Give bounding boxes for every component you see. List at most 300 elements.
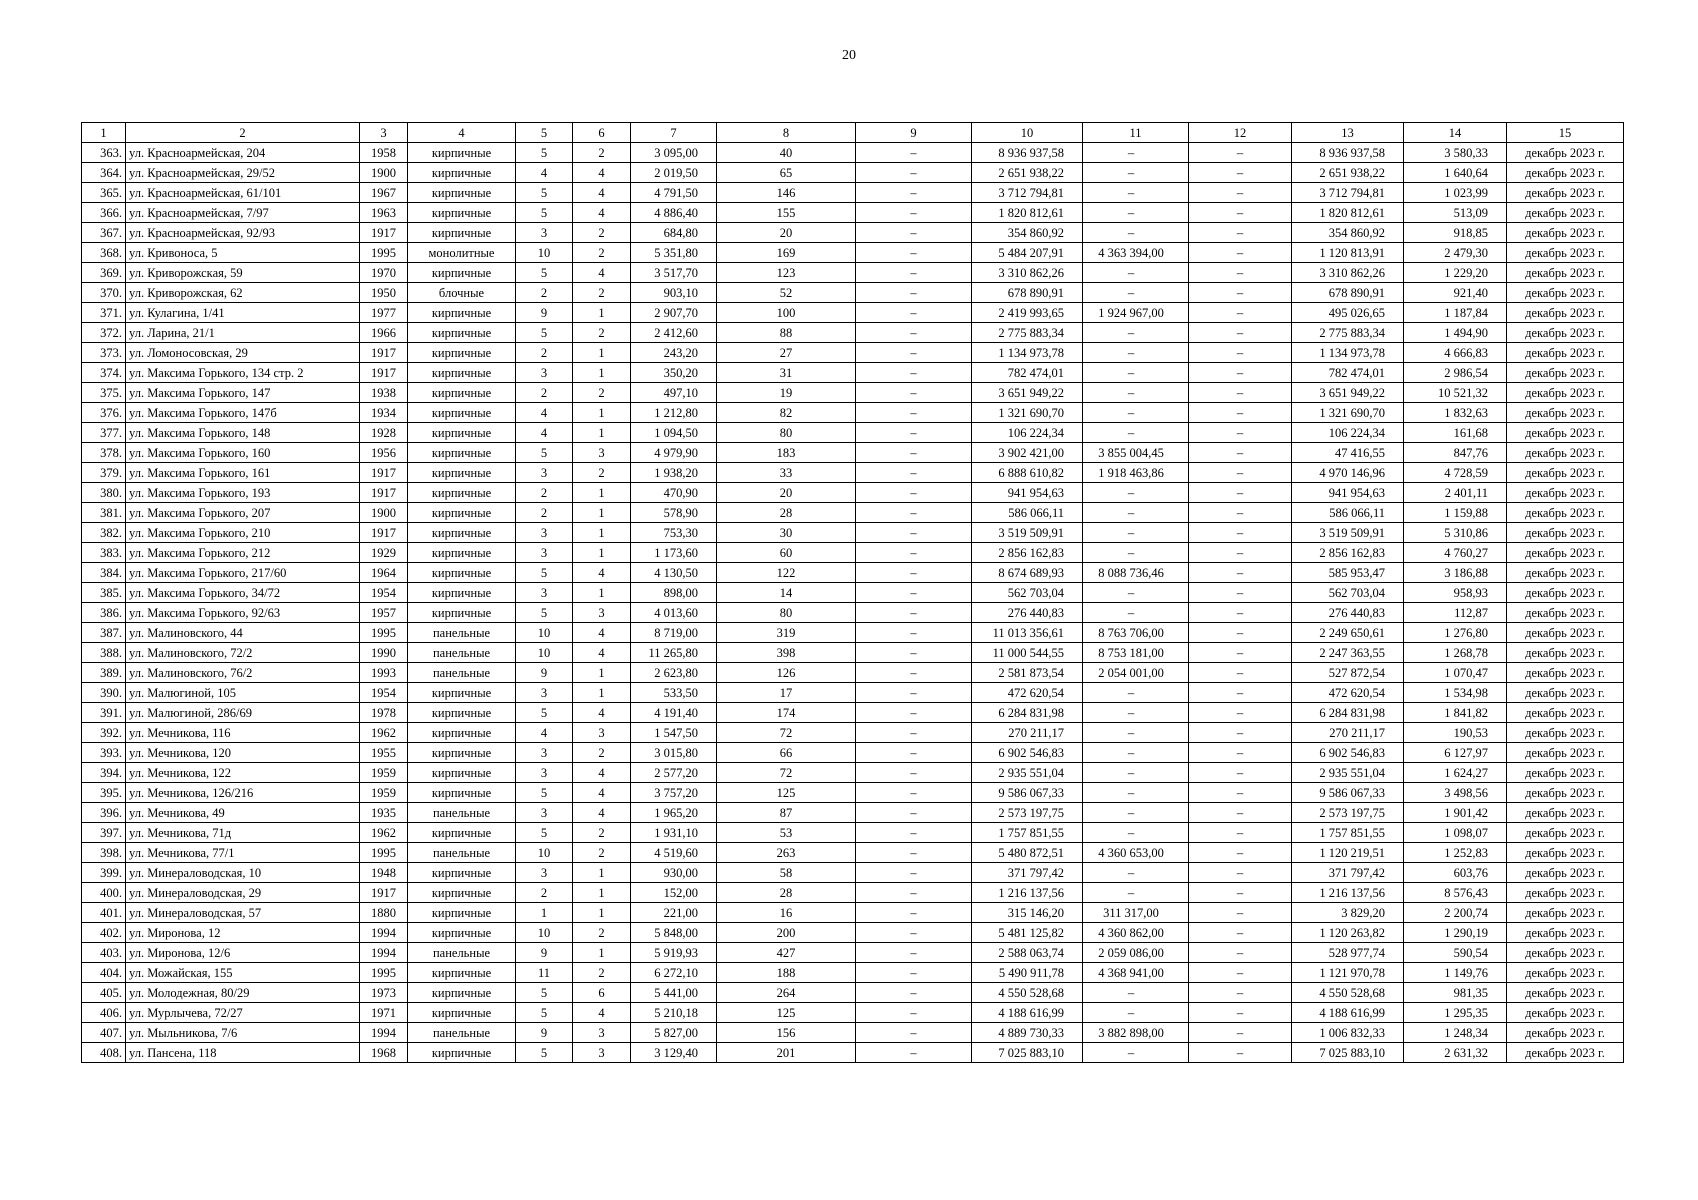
cell-col-12: – xyxy=(1189,303,1292,323)
cell-address: ул. Минераловодская, 29 xyxy=(126,883,360,903)
cell-address: ул. Ларина, 21/1 xyxy=(126,323,360,343)
cell-col-9: – xyxy=(856,443,972,463)
cell-col-9: – xyxy=(856,723,972,743)
cell-row-number: 389. xyxy=(82,663,126,683)
cell-deadline: декабрь 2023 г. xyxy=(1507,643,1624,663)
cell-col-12: – xyxy=(1189,503,1292,523)
cell-residents: 80 xyxy=(717,423,856,443)
cell-residents: 14 xyxy=(717,583,856,603)
cell-address: ул. Красноармейская, 61/101 xyxy=(126,183,360,203)
cell-area: 1 212,80 xyxy=(631,403,717,423)
cell-cost-total: 678 890,91 xyxy=(972,283,1083,303)
cell-year-built: 1958 xyxy=(360,143,408,163)
table-row xyxy=(82,363,1624,383)
cell-deadline: декабрь 2023 г. xyxy=(1507,323,1624,343)
cell-floors: 2 xyxy=(516,503,573,523)
cell-wall-material: кирпичные xyxy=(408,763,516,783)
cell-wall-material: блочные xyxy=(408,283,516,303)
cell-residents: 27 xyxy=(717,343,856,363)
cell-row-number: 384. xyxy=(82,563,126,583)
table-row xyxy=(82,403,1624,423)
cell-address: ул. Максима Горького, 210 xyxy=(126,523,360,543)
cell-area: 2 907,70 xyxy=(631,303,717,323)
cell-cost-per-unit: 1 248,34 xyxy=(1404,1023,1507,1043)
cell-entrances: 1 xyxy=(573,863,631,883)
cell-entrances: 4 xyxy=(573,783,631,803)
cell-year-built: 1994 xyxy=(360,923,408,943)
table-row xyxy=(82,763,1624,783)
cell-cost-remaining: 2 247 363,55 xyxy=(1292,643,1404,663)
cell-col-9: – xyxy=(856,623,972,643)
cell-floors: 9 xyxy=(516,303,573,323)
cell-wall-material: кирпичные xyxy=(408,423,516,443)
cell-col-11: – xyxy=(1083,343,1189,363)
cell-row-number: 387. xyxy=(82,623,126,643)
cell-cost-per-unit: 4 666,83 xyxy=(1404,343,1507,363)
cell-entrances: 2 xyxy=(573,743,631,763)
cell-row-number: 368. xyxy=(82,243,126,263)
cell-deadline: декабрь 2023 г. xyxy=(1507,863,1624,883)
cell-col-9: – xyxy=(856,783,972,803)
cell-deadline: декабрь 2023 г. xyxy=(1507,423,1624,443)
cell-col-11: 8 763 706,00 xyxy=(1083,623,1189,643)
cell-address: ул. Максима Горького, 134 стр. 2 xyxy=(126,363,360,383)
cell-area: 2 623,80 xyxy=(631,663,717,683)
table-row xyxy=(82,163,1624,183)
cell-cost-per-unit: 1 276,80 xyxy=(1404,623,1507,643)
cell-residents: 66 xyxy=(717,743,856,763)
cell-cost-total: 315 146,20 xyxy=(972,903,1083,923)
table-row xyxy=(82,303,1624,323)
cell-row-number: 404. xyxy=(82,963,126,983)
cell-area: 4 519,60 xyxy=(631,843,717,863)
cell-residents: 20 xyxy=(717,483,856,503)
cell-year-built: 1917 xyxy=(360,883,408,903)
cell-col-11: – xyxy=(1083,683,1189,703)
cell-cost-per-unit: 603,76 xyxy=(1404,863,1507,883)
table-row xyxy=(82,923,1624,943)
table-row xyxy=(82,463,1624,483)
cell-residents: 40 xyxy=(717,143,856,163)
cell-area: 753,30 xyxy=(631,523,717,543)
cell-col-11: 2 054 001,00 xyxy=(1083,663,1189,683)
cell-cost-remaining: 371 797,42 xyxy=(1292,863,1404,883)
cell-col-9: – xyxy=(856,503,972,523)
cell-entrances: 3 xyxy=(573,603,631,623)
table-row xyxy=(82,1043,1624,1063)
cell-col-12: – xyxy=(1189,263,1292,283)
cell-residents: 80 xyxy=(717,603,856,623)
cell-deadline: декабрь 2023 г. xyxy=(1507,563,1624,583)
cell-col-11: – xyxy=(1083,223,1189,243)
cell-row-number: 400. xyxy=(82,883,126,903)
cell-floors: 3 xyxy=(516,763,573,783)
table-row xyxy=(82,863,1624,883)
cell-area: 5 210,18 xyxy=(631,1003,717,1023)
cell-wall-material: кирпичные xyxy=(408,303,516,323)
cell-year-built: 1900 xyxy=(360,503,408,523)
cell-col-12: – xyxy=(1189,443,1292,463)
cell-floors: 3 xyxy=(516,363,573,383)
cell-wall-material: монолитные xyxy=(408,243,516,263)
cell-cost-remaining: 6 902 546,83 xyxy=(1292,743,1404,763)
cell-row-number: 405. xyxy=(82,983,126,1003)
cell-col-12: – xyxy=(1189,363,1292,383)
cell-entrances: 4 xyxy=(573,623,631,643)
cell-residents: 100 xyxy=(717,303,856,323)
cell-cost-total: 5 481 125,82 xyxy=(972,923,1083,943)
cell-residents: 33 xyxy=(717,463,856,483)
cell-cost-per-unit: 3 580,33 xyxy=(1404,143,1507,163)
table-row xyxy=(82,743,1624,763)
cell-row-number: 396. xyxy=(82,803,126,823)
cell-col-11: – xyxy=(1083,1043,1189,1063)
cell-col-9: – xyxy=(856,243,972,263)
cell-cost-per-unit: 10 521,32 xyxy=(1404,383,1507,403)
cell-address: ул. Малиновского, 44 xyxy=(126,623,360,643)
cell-col-12: – xyxy=(1189,283,1292,303)
cell-cost-total: 941 954,63 xyxy=(972,483,1083,503)
cell-floors: 10 xyxy=(516,623,573,643)
cell-col-11: 8 753 181,00 xyxy=(1083,643,1189,663)
cell-row-number: 376. xyxy=(82,403,126,423)
table-row xyxy=(82,563,1624,583)
cell-cost-per-unit: 1 295,35 xyxy=(1404,1003,1507,1023)
cell-year-built: 1957 xyxy=(360,603,408,623)
cell-row-number: 370. xyxy=(82,283,126,303)
cell-floors: 10 xyxy=(516,843,573,863)
cell-deadline: декабрь 2023 г. xyxy=(1507,503,1624,523)
cell-row-number: 391. xyxy=(82,703,126,723)
cell-row-number: 399. xyxy=(82,863,126,883)
cell-cost-per-unit: 3 186,88 xyxy=(1404,563,1507,583)
cell-residents: 156 xyxy=(717,1023,856,1043)
cell-cost-total: 5 490 911,78 xyxy=(972,963,1083,983)
registry-table xyxy=(81,122,1624,1063)
cell-cost-remaining: 1 757 851,55 xyxy=(1292,823,1404,843)
cell-cost-total: 2 588 063,74 xyxy=(972,943,1083,963)
cell-deadline: декабрь 2023 г. xyxy=(1507,683,1624,703)
cell-cost-remaining: 1 120 813,91 xyxy=(1292,243,1404,263)
cell-col-9: – xyxy=(856,1043,972,1063)
cell-col-12: – xyxy=(1189,163,1292,183)
cell-area: 3 757,20 xyxy=(631,783,717,803)
cell-deadline: декабрь 2023 г. xyxy=(1507,803,1624,823)
cell-deadline: декабрь 2023 г. xyxy=(1507,623,1624,643)
cell-cost-total: 1 134 973,78 xyxy=(972,343,1083,363)
table-row xyxy=(82,883,1624,903)
cell-col-9: – xyxy=(856,543,972,563)
cell-residents: 58 xyxy=(717,863,856,883)
cell-address: ул. Миронова, 12 xyxy=(126,923,360,943)
cell-cost-per-unit: 1 624,27 xyxy=(1404,763,1507,783)
cell-cost-total: 6 902 546,83 xyxy=(972,743,1083,763)
cell-wall-material: кирпичные xyxy=(408,223,516,243)
cell-address: ул. Максима Горького, 161 xyxy=(126,463,360,483)
table-row xyxy=(82,683,1624,703)
cell-year-built: 1929 xyxy=(360,543,408,563)
cell-col-9: – xyxy=(856,463,972,483)
cell-cost-total: 2 573 197,75 xyxy=(972,803,1083,823)
column-header: 7 xyxy=(631,123,717,143)
cell-wall-material: кирпичные xyxy=(408,183,516,203)
table-row xyxy=(82,623,1624,643)
cell-entrances: 1 xyxy=(573,663,631,683)
cell-row-number: 377. xyxy=(82,423,126,443)
cell-cost-per-unit: 1 832,63 xyxy=(1404,403,1507,423)
cell-col-9: – xyxy=(856,283,972,303)
cell-deadline: декабрь 2023 г. xyxy=(1507,363,1624,383)
cell-cost-remaining: 472 620,54 xyxy=(1292,683,1404,703)
cell-floors: 5 xyxy=(516,983,573,1003)
cell-cost-remaining: 4 550 528,68 xyxy=(1292,983,1404,1003)
cell-year-built: 1956 xyxy=(360,443,408,463)
cell-entrances: 1 xyxy=(573,523,631,543)
cell-col-12: – xyxy=(1189,783,1292,803)
cell-floors: 3 xyxy=(516,863,573,883)
cell-wall-material: панельные xyxy=(408,843,516,863)
cell-cost-per-unit: 112,87 xyxy=(1404,603,1507,623)
cell-cost-per-unit: 918,85 xyxy=(1404,223,1507,243)
cell-wall-material: кирпичные xyxy=(408,463,516,483)
cell-address: ул. Пансена, 118 xyxy=(126,1043,360,1063)
cell-row-number: 401. xyxy=(82,903,126,923)
cell-col-11: 2 059 086,00 xyxy=(1083,943,1189,963)
cell-residents: 82 xyxy=(717,403,856,423)
cell-deadline: декабрь 2023 г. xyxy=(1507,163,1624,183)
cell-col-9: – xyxy=(856,663,972,683)
cell-cost-total: 7 025 883,10 xyxy=(972,1043,1083,1063)
cell-col-11: – xyxy=(1083,783,1189,803)
cell-cost-total: 5 484 207,91 xyxy=(972,243,1083,263)
cell-col-11: – xyxy=(1083,883,1189,903)
cell-year-built: 1880 xyxy=(360,903,408,923)
cell-cost-per-unit: 3 498,56 xyxy=(1404,783,1507,803)
cell-year-built: 1993 xyxy=(360,663,408,683)
cell-cost-remaining: 1 321 690,70 xyxy=(1292,403,1404,423)
cell-floors: 2 xyxy=(516,483,573,503)
cell-col-9: – xyxy=(856,323,972,343)
cell-year-built: 1917 xyxy=(360,343,408,363)
cell-cost-per-unit: 1 149,76 xyxy=(1404,963,1507,983)
cell-floors: 5 xyxy=(516,783,573,803)
column-header: 13 xyxy=(1292,123,1404,143)
cell-floors: 9 xyxy=(516,1023,573,1043)
cell-floors: 3 xyxy=(516,463,573,483)
cell-deadline: декабрь 2023 г. xyxy=(1507,283,1624,303)
cell-entrances: 1 xyxy=(573,943,631,963)
cell-col-9: – xyxy=(856,143,972,163)
cell-floors: 3 xyxy=(516,803,573,823)
cell-entrances: 2 xyxy=(573,323,631,343)
cell-floors: 2 xyxy=(516,343,573,363)
cell-area: 2 577,20 xyxy=(631,763,717,783)
cell-floors: 2 xyxy=(516,383,573,403)
cell-residents: 60 xyxy=(717,543,856,563)
cell-col-12: – xyxy=(1189,983,1292,1003)
cell-cost-remaining: 528 977,74 xyxy=(1292,943,1404,963)
cell-col-12: – xyxy=(1189,683,1292,703)
cell-cost-total: 3 310 862,26 xyxy=(972,263,1083,283)
cell-wall-material: кирпичные xyxy=(408,143,516,163)
cell-col-9: – xyxy=(856,923,972,943)
cell-cost-per-unit: 1 534,98 xyxy=(1404,683,1507,703)
cell-area: 930,00 xyxy=(631,863,717,883)
cell-cost-remaining: 1 134 973,78 xyxy=(1292,343,1404,363)
cell-area: 5 848,00 xyxy=(631,923,717,943)
cell-col-12: – xyxy=(1189,1003,1292,1023)
cell-cost-per-unit: 4 728,59 xyxy=(1404,463,1507,483)
cell-cost-remaining: 941 954,63 xyxy=(1292,483,1404,503)
cell-address: ул. Минераловодская, 10 xyxy=(126,863,360,883)
cell-cost-total: 1 757 851,55 xyxy=(972,823,1083,843)
cell-address: ул. Максима Горького, 207 xyxy=(126,503,360,523)
table-row xyxy=(82,263,1624,283)
cell-cost-total: 8 936 937,58 xyxy=(972,143,1083,163)
table-row xyxy=(82,483,1624,503)
cell-deadline: декабрь 2023 г. xyxy=(1507,243,1624,263)
cell-address: ул. Ломоносовская, 29 xyxy=(126,343,360,363)
cell-col-9: – xyxy=(856,363,972,383)
cell-row-number: 403. xyxy=(82,943,126,963)
cell-cost-total: 4 550 528,68 xyxy=(972,983,1083,1003)
cell-cost-per-unit: 1 252,83 xyxy=(1404,843,1507,863)
cell-deadline: декабрь 2023 г. xyxy=(1507,923,1624,943)
cell-wall-material: кирпичные xyxy=(408,163,516,183)
cell-entrances: 3 xyxy=(573,443,631,463)
cell-area: 8 719,00 xyxy=(631,623,717,643)
cell-floors: 9 xyxy=(516,943,573,963)
cell-col-12: – xyxy=(1189,703,1292,723)
cell-cost-per-unit: 1 187,84 xyxy=(1404,303,1507,323)
cell-deadline: декабрь 2023 г. xyxy=(1507,263,1624,283)
cell-col-9: – xyxy=(856,863,972,883)
cell-cost-remaining: 1 120 263,82 xyxy=(1292,923,1404,943)
cell-entrances: 1 xyxy=(573,503,631,523)
cell-row-number: 374. xyxy=(82,363,126,383)
table-row xyxy=(82,903,1624,923)
cell-residents: 169 xyxy=(717,243,856,263)
cell-deadline: декабрь 2023 г. xyxy=(1507,483,1624,503)
cell-col-11: – xyxy=(1083,983,1189,1003)
cell-address: ул. Кривоноса, 5 xyxy=(126,243,360,263)
cell-address: ул. Мечникова, 49 xyxy=(126,803,360,823)
cell-cost-per-unit: 1 901,42 xyxy=(1404,803,1507,823)
cell-address: ул. Максима Горького, 147 xyxy=(126,383,360,403)
cell-col-12: – xyxy=(1189,383,1292,403)
cell-cost-per-unit: 921,40 xyxy=(1404,283,1507,303)
cell-area: 3 095,00 xyxy=(631,143,717,163)
cell-entrances: 4 xyxy=(573,643,631,663)
cell-wall-material: кирпичные xyxy=(408,743,516,763)
cell-cost-remaining: 1 216 137,56 xyxy=(1292,883,1404,903)
cell-col-11: 311 317,00 xyxy=(1083,903,1189,923)
cell-year-built: 1967 xyxy=(360,183,408,203)
cell-cost-total: 1 216 137,56 xyxy=(972,883,1083,903)
cell-cost-total: 3 902 421,00 xyxy=(972,443,1083,463)
cell-floors: 3 xyxy=(516,583,573,603)
cell-address: ул. Малюгиной, 105 xyxy=(126,683,360,703)
cell-row-number: 367. xyxy=(82,223,126,243)
cell-row-number: 386. xyxy=(82,603,126,623)
cell-row-number: 408. xyxy=(82,1043,126,1063)
cell-col-9: – xyxy=(856,803,972,823)
cell-cost-remaining: 782 474,01 xyxy=(1292,363,1404,383)
cell-cost-per-unit: 1 268,78 xyxy=(1404,643,1507,663)
cell-residents: 125 xyxy=(717,1003,856,1023)
cell-cost-per-unit: 590,54 xyxy=(1404,943,1507,963)
cell-col-12: – xyxy=(1189,563,1292,583)
table-row xyxy=(82,603,1624,623)
cell-row-number: 379. xyxy=(82,463,126,483)
cell-cost-per-unit: 1 023,99 xyxy=(1404,183,1507,203)
cell-area: 152,00 xyxy=(631,883,717,903)
cell-entrances: 4 xyxy=(573,203,631,223)
cell-wall-material: кирпичные xyxy=(408,443,516,463)
cell-floors: 5 xyxy=(516,603,573,623)
cell-address: ул. Красноармейская, 204 xyxy=(126,143,360,163)
cell-address: ул. Можайская, 155 xyxy=(126,963,360,983)
cell-cost-per-unit: 958,93 xyxy=(1404,583,1507,603)
cell-entrances: 1 xyxy=(573,903,631,923)
cell-area: 1 931,10 xyxy=(631,823,717,843)
cell-year-built: 1928 xyxy=(360,423,408,443)
cell-floors: 5 xyxy=(516,183,573,203)
cell-area: 5 919,93 xyxy=(631,943,717,963)
cell-entrances: 3 xyxy=(573,1023,631,1043)
cell-address: ул. Мечникова, 126/216 xyxy=(126,783,360,803)
cell-cost-remaining: 678 890,91 xyxy=(1292,283,1404,303)
cell-address: ул. Малиновского, 72/2 xyxy=(126,643,360,663)
cell-area: 11 265,80 xyxy=(631,643,717,663)
cell-residents: 126 xyxy=(717,663,856,683)
cell-col-11: – xyxy=(1083,523,1189,543)
cell-col-11: 4 368 941,00 xyxy=(1083,963,1189,983)
cell-wall-material: кирпичные xyxy=(408,543,516,563)
column-header: 4 xyxy=(408,123,516,143)
cell-col-12: – xyxy=(1189,803,1292,823)
cell-deadline: декабрь 2023 г. xyxy=(1507,1003,1624,1023)
cell-cost-remaining: 106 224,34 xyxy=(1292,423,1404,443)
cell-address: ул. Красноармейская, 7/97 xyxy=(126,203,360,223)
cell-area: 470,90 xyxy=(631,483,717,503)
cell-wall-material: панельные xyxy=(408,663,516,683)
cell-col-11: – xyxy=(1083,203,1189,223)
cell-wall-material: кирпичные xyxy=(408,723,516,743)
cell-col-9: – xyxy=(856,303,972,323)
table-row xyxy=(82,783,1624,803)
cell-address: ул. Максима Горького, 160 xyxy=(126,443,360,463)
cell-col-11: – xyxy=(1083,803,1189,823)
cell-cost-remaining: 9 586 067,33 xyxy=(1292,783,1404,803)
cell-cost-per-unit: 161,68 xyxy=(1404,423,1507,443)
cell-entrances: 2 xyxy=(573,463,631,483)
cell-entrances: 6 xyxy=(573,983,631,1003)
cell-cost-per-unit: 513,09 xyxy=(1404,203,1507,223)
cell-col-12: – xyxy=(1189,883,1292,903)
column-header: 1 xyxy=(82,123,126,143)
cell-wall-material: кирпичные xyxy=(408,1043,516,1063)
cell-cost-per-unit: 1 841,82 xyxy=(1404,703,1507,723)
cell-col-12: – xyxy=(1189,723,1292,743)
cell-deadline: декабрь 2023 г. xyxy=(1507,883,1624,903)
cell-col-11: 3 855 004,45 xyxy=(1083,443,1189,463)
cell-entrances: 2 xyxy=(573,823,631,843)
cell-residents: 263 xyxy=(717,843,856,863)
cell-cost-total: 11 000 544,55 xyxy=(972,643,1083,663)
cell-floors: 3 xyxy=(516,223,573,243)
cell-floors: 3 xyxy=(516,683,573,703)
